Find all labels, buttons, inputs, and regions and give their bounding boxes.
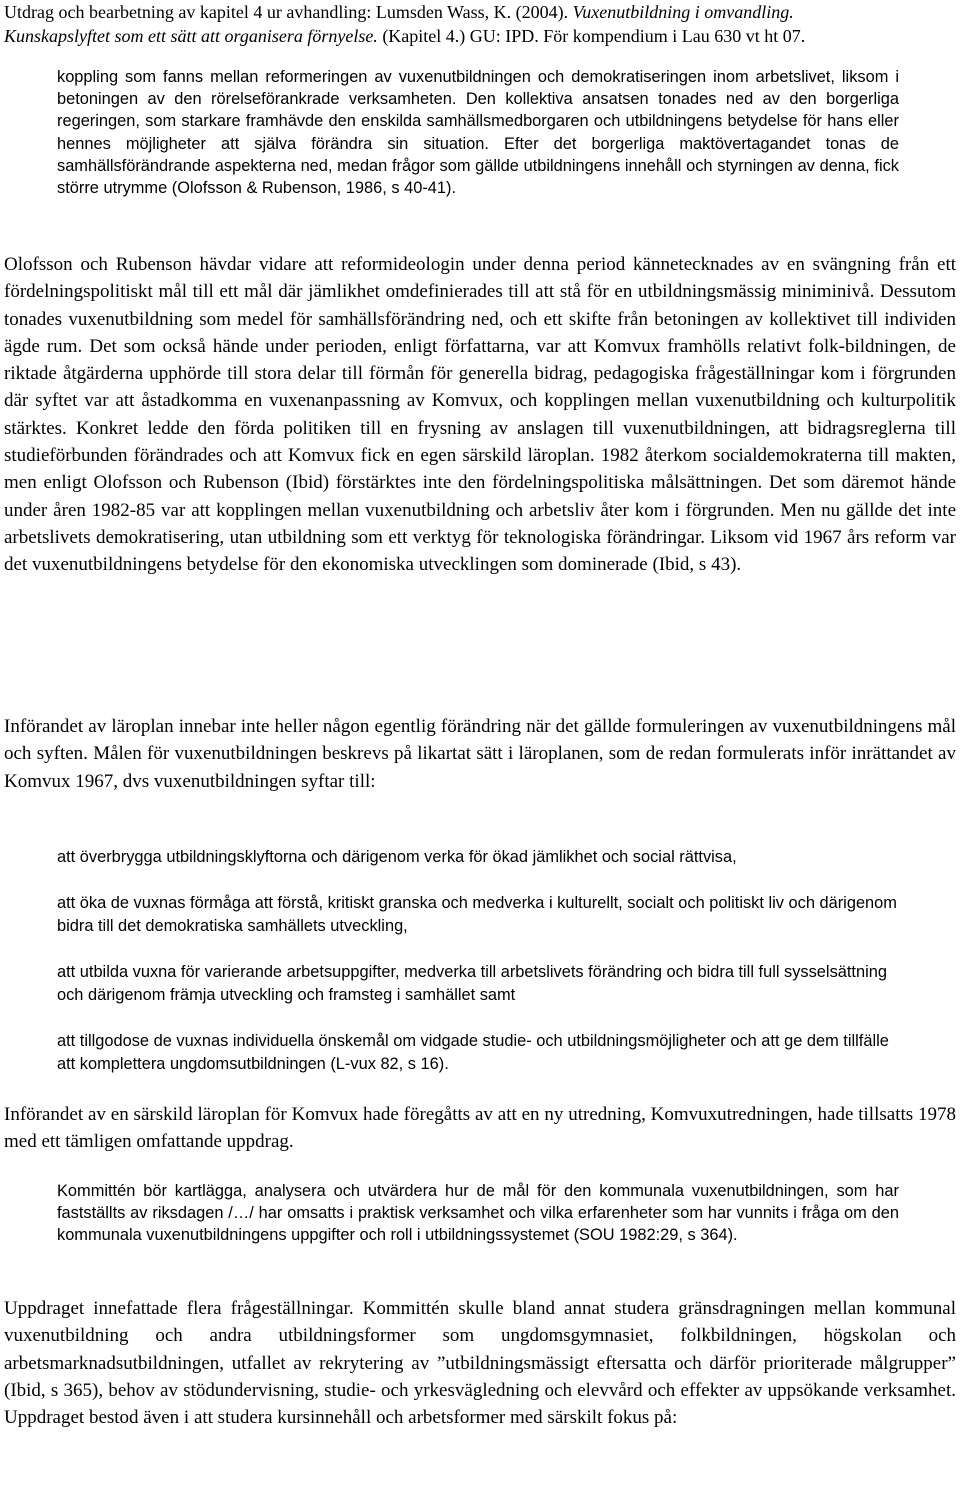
- header-line-2: [4, 24, 956, 48]
- paragraph-text: Införandet av läroplan innebar inte heller någon egentlig förändring när det gällde formuleringen av vuxenutbildningens mål och syften. Målen för vuxenutbildningen beskrevs på likartat sätt i läroplanen, som de redan formulerats inför inrättandet av Komvux 1967, dvs vuxenutbildningen syftar till:: [4, 716, 956, 792]
- body-paragraph-3: [4, 1101, 956, 1156]
- header-book-title: Vuxenutbildning i omvandling.: [572, 2, 794, 22]
- quote-text: Kommittén bör kartlägga, analysera och utvärdera hur de mål för den kommunala vuxenutbildningen, som har fastställts av riksdagen /…/ har omsatts i praktisk verksamhet och vilka erfarenheter som har vunnits i fråga om den kommunala vuxenutbildningens uppgifter och roll i utbildningssystemet (SOU 1982:29, s 364).: [57, 1182, 899, 1245]
- paragraph-text: Uppdraget innefattade flera frågeställningar. Kommittén skulle bland annat studera gränsdragningen mellan kommunal vuxenutbildning och andra utbildningsformer som ungdomsgymnasiet, folkbildningen, högskolan och arbetsmarknadsutbildningen, utfallet av rekrytering av ”utbildningsmässigt eftersatta och därför prioriterade målgrupper” (Ibid, s 365), behov av stödundervisning, studie- och yrkesvägledning och elevvård och effekter av uppsökande verksamhet. Uppdraget bestod även i att studera kursinnehåll och arbetsformer med särskilt fokus på:: [4, 1298, 956, 1429]
- body-paragraph-1: [4, 251, 956, 579]
- goal-item-2: [57, 892, 899, 938]
- goal-item-3: [57, 961, 899, 1007]
- header-citation: Utdrag och bearbetning av kapitel 4 ur avhandling: Lumsden Wass, K. (2004).: [4, 2, 573, 22]
- paragraph-text: Olofsson och Rubenson hävdar vidare att reformideologin under denna period kännetecknades av en svängning från ett fördelningspolitiskt mål till ett mål där jämlikhet omdefinierades till att stå för en utbildningsmässig miniminivå. Dessutom tonades vuxenutbildning som medel för samhällsförändring ned, och ett skifte från betoningen av kollektivet till individen ägde rum. Det som också hände under perioden, enligt författarna, var att Komvux framhölls relativt folk-bildningen, de riktade åtgärderna upphörde till stora delar till förmån för generella bidrag, pedagogiska frågeställningar kom i förgrunden där syftet var att åstadkomma en vuxenanpassning av Komvux, och kopplingen mellan vuxenutbildning och kulturpolitik stärktes. Konkret ledde den förda politiken till en frysning av anslagen till vuxenutbildningen, att bidragsreglerna till studieförbunden förändrades och att Komvux fick en egen särskild läroplan. 1982 återkom socialdemokraterna till makten, men enligt Olofsson och Rubenson (Ibid) förstärktes inte den fördelningspolitiska målsättningen. Det som däremot hände under åren 1982-85 var att kopplingen mellan vuxenutbildning och arbetsliv åter kom i förgrunden. Men nu gällde det inte arbetslivets demokratisering, utan utbildning som ett verktyg för teknologiska förändringar. Liksom vid 1967 års reform var det vuxenutbildningens betydelse för den ekonomiska utvecklingen som dominerade (Ibid, s 43).: [4, 254, 956, 576]
- header-course-note: (Kapitel 4.) GU: IPD. För kompendium i Lau 630 vt ht 07.: [377, 26, 806, 46]
- page-header: [4, 0, 956, 48]
- goal-text: att utbilda vuxna för varierande arbetsuppgifter, medverka till arbetslivets förändring och bidra till full sysselsättning och därigenom främja utveckling och framsteg i samhället samt: [57, 963, 887, 1004]
- block-quote-1: [57, 66, 899, 199]
- block-quote-2: [57, 1180, 899, 1247]
- goal-item-4: [57, 1030, 899, 1076]
- quote-text: koppling som fanns mellan reformeringen av vuxenutbildningen och demokratiseringen inom arbetslivet, liksom i betoningen av den rörelseförankrade verksamheten. Den kollektiva ansatsen tonades ned av den borgerliga regeringen, som starkare framhävde den enskilda samhällsmedborgaren och utbildningens betydelse för hans eller hennes möjligheter att själva förändra sin situation. Efter det borgerliga maktövertagandet tonas de samhällsförändrande aspekterna ned, medan frågor som gällde utbildningens innehåll och styrningen av denna, fick större utrymme (Olofsson & Rubenson, 1986, s 40-41).: [57, 68, 899, 198]
- header-line-1: [4, 0, 956, 24]
- header-book-subtitle: Kunskapslyftet som ett sätt att organisera förnyelse.: [4, 26, 378, 46]
- body-paragraph-4: [4, 1295, 956, 1431]
- body-paragraph-2: [4, 713, 956, 795]
- paragraph-text: Införandet av en särskild läroplan för Komvux hade föregåtts av att en ny utredning, Komvuxutredningen, hade tillsatts 1978 med ett tämligen omfattande uppdrag.: [4, 1104, 956, 1153]
- goal-text: att överbrygga utbildningsklyftorna och därigenom verka för ökad jämlikhet och social rättvisa,: [57, 848, 737, 866]
- goal-item-1: [57, 846, 899, 869]
- goal-text: att öka de vuxnas förmåga att förstå, kritiskt granska och medverka i kulturellt, socialt och politiskt liv och därigenom bidra till det demokratiska samhällets utveckling,: [57, 894, 897, 935]
- goal-text: att tillgodose de vuxnas individuella önskemål om vidgade studie- och utbildningsmöjligheter och att ge dem tillfälle att komplettera ungdomsutbildningen (L-vux 82, s 16).: [57, 1032, 889, 1073]
